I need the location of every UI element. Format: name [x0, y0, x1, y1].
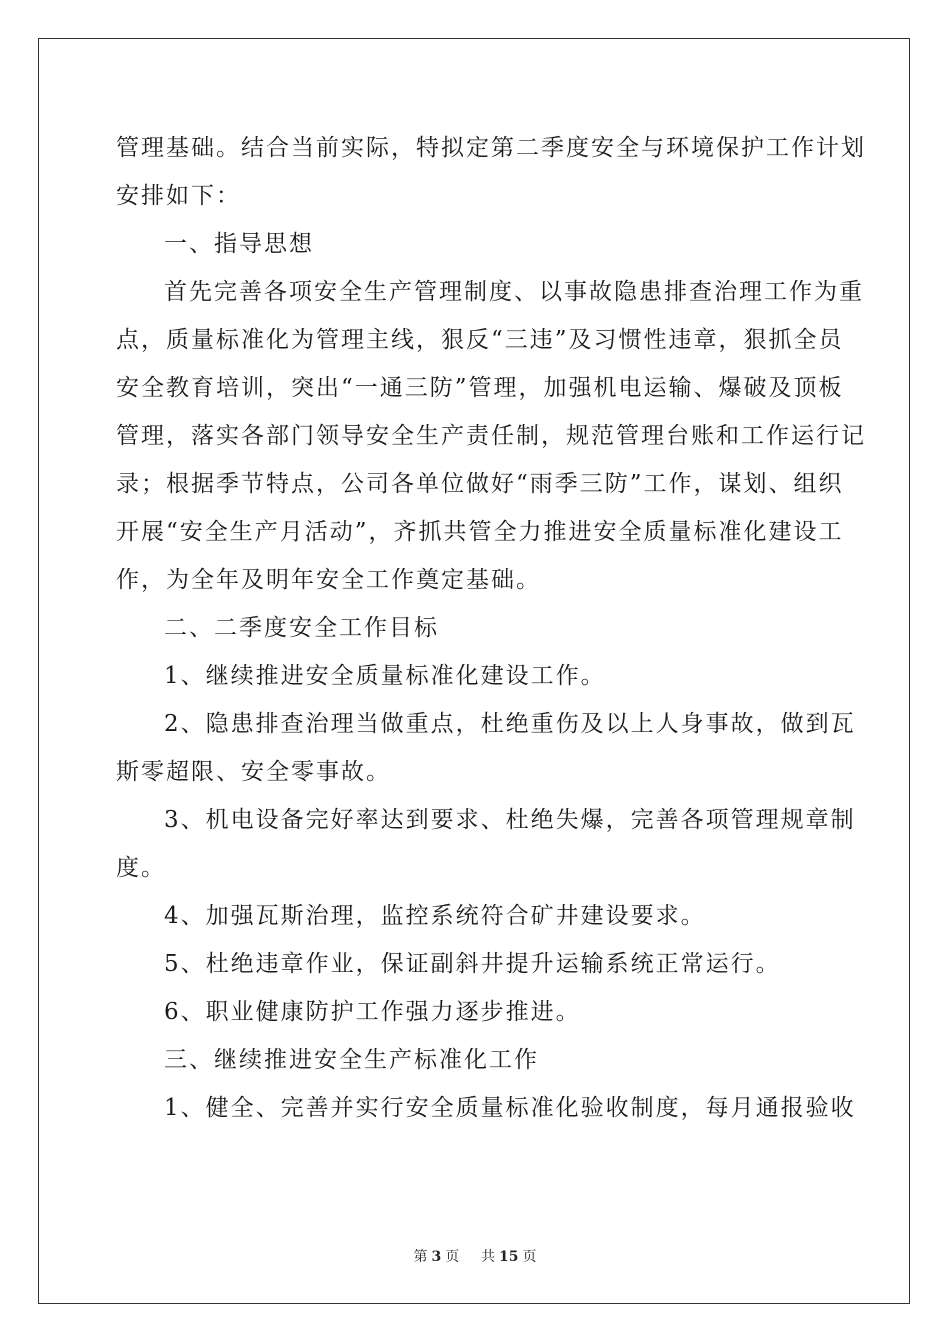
section-heading: 二、二季度安全工作目标: [164, 615, 439, 641]
total-pages: 15: [499, 1249, 519, 1265]
body-line: 首先完善各项安全生产管理制度、以事故隐患排查治理工作为重: [164, 279, 864, 305]
body-line: 管理，落实各部门领导安全生产责任制，规范管理台账和工作运行记: [116, 423, 866, 449]
list-item: 6、职业健康防护工作强力逐步推进。: [164, 999, 581, 1025]
list-item: 3、机电设备完好率达到要求、杜绝失爆，完善各项管理规章制: [164, 807, 856, 833]
list-item: 5、杜绝违章作业，保证副斜井提升运输系统正常运行。: [164, 951, 781, 977]
footer-prefix: 第: [413, 1249, 428, 1265]
page-footer: [0, 1246, 950, 1266]
page-number: 3: [431, 1249, 442, 1265]
list-item: 1、健全、完善并实行安全质量标准化验收制度，每月通报验收: [164, 1095, 856, 1121]
body-line: 录；根据季节特点，公司各单位做好“雨季三防”工作，谋划、组织: [116, 471, 844, 497]
body-line: 斯零超限、安全零事故。: [116, 759, 391, 785]
body-line: 作，为全年及明年安全工作奠定基础。: [116, 567, 541, 593]
body-line: 开展“安全生产月活动”，齐抓共管全力推进安全质量标准化建设工: [116, 519, 844, 545]
body-line: 安全教育培训，突出“一通三防”管理，加强机电运输、爆破及顶板: [116, 375, 844, 401]
body-line: 管理基础。结合当前实际，特拟定第二季度安全与环境保护工作计划: [116, 135, 866, 161]
body-line: 点，质量标准化为管理主线，狠反“三违”及习惯性违章，狠抓全员: [116, 327, 844, 353]
list-item: 2、隐患排查治理当做重点，杜绝重伤及以上人身事故，做到瓦: [164, 711, 856, 737]
footer-total-suffix: 页: [522, 1249, 537, 1265]
section-heading: 一、指导思想: [164, 231, 314, 257]
footer-page-suffix: 页: [445, 1249, 460, 1265]
list-item: 1、继续推进安全质量标准化建设工作。: [164, 663, 606, 689]
list-item: 4、加强瓦斯治理，监控系统符合矿井建设要求。: [164, 903, 706, 929]
body-line: 安排如下：: [116, 183, 241, 209]
body-line: 度。: [116, 855, 166, 881]
section-heading: 三、继续推进安全生产标准化工作: [164, 1047, 539, 1073]
footer-total-prefix: 共: [481, 1249, 496, 1265]
document-body: [116, 124, 866, 1132]
